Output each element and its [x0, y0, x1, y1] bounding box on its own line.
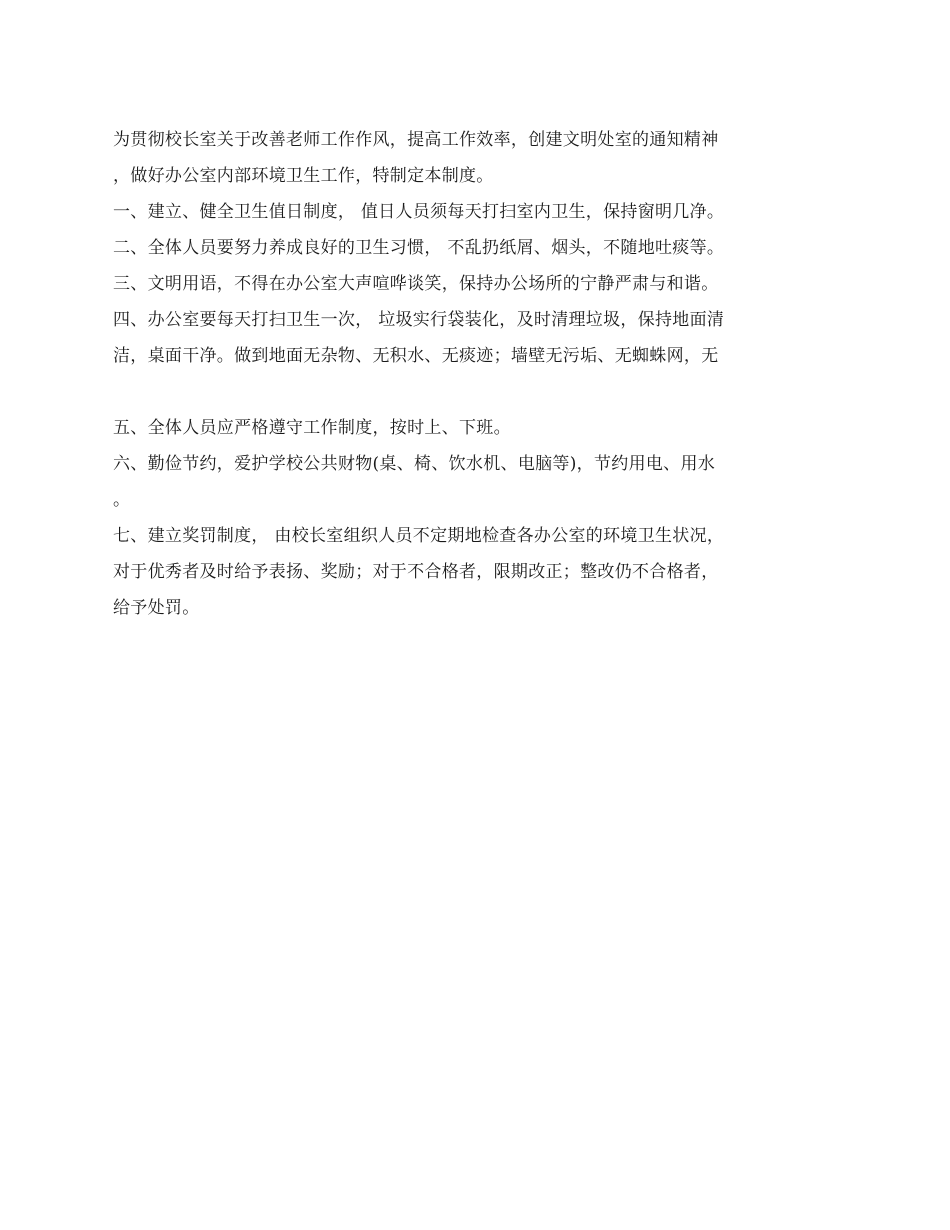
intro-line-1: 为贯彻校长室关于改善老师工作作风，提高工作效率，创建文明处室的通知精神 [113, 130, 719, 150]
rule-3: 三、文明用语，不得在办公室大声喧哗谈笑，保持办公场所的宁静严肃与和谐。 [113, 274, 719, 294]
rule-6-line-2: 。 [113, 490, 131, 510]
rule-4-line-2: 洁，桌面干净。做到地面无杂物、无积水、无痰迹；墙壁无污垢、无蜘蛛网，无 [113, 346, 719, 366]
rule-7-line-2: 对于优秀者及时给予表扬、奖励；对于不合格者，限期改正；整改仍不合格者， [113, 562, 719, 582]
rule-6-line-1: 六、勤俭节约，爱护学校公共财物(桌、椅、饮水机、电脑等)，节约用电、用水 [113, 454, 716, 474]
rule-2: 二、全体人员要努力养成良好的卫生习惯， 不乱扔纸屑、烟头，不随地吐痰等。 [113, 238, 725, 258]
rule-4-line-1: 四、办公室要每天打扫卫生一次， 垃圾实行袋装化，及时清理垃圾，保持地面清 [113, 310, 725, 330]
rule-7-line-1: 七、建立奖罚制度， 由校长室组织人员不定期地检查各办公室的环境卫生状况， [113, 526, 725, 546]
document-body [113, 122, 793, 626]
rule-7-line-3: 给予处罚。 [113, 598, 200, 618]
intro-line-2: ，做好办公室内部环境卫生工作，特制定本制度。 [113, 166, 494, 186]
blank-line [113, 374, 793, 410]
rule-5: 五、全体人员应严格遵守工作制度，按时上、下班。 [113, 418, 511, 438]
rule-1: 一、建立、健全卫生值日制度， 值日人员须每天打扫室内卫生，保持窗明几净。 [113, 202, 725, 222]
